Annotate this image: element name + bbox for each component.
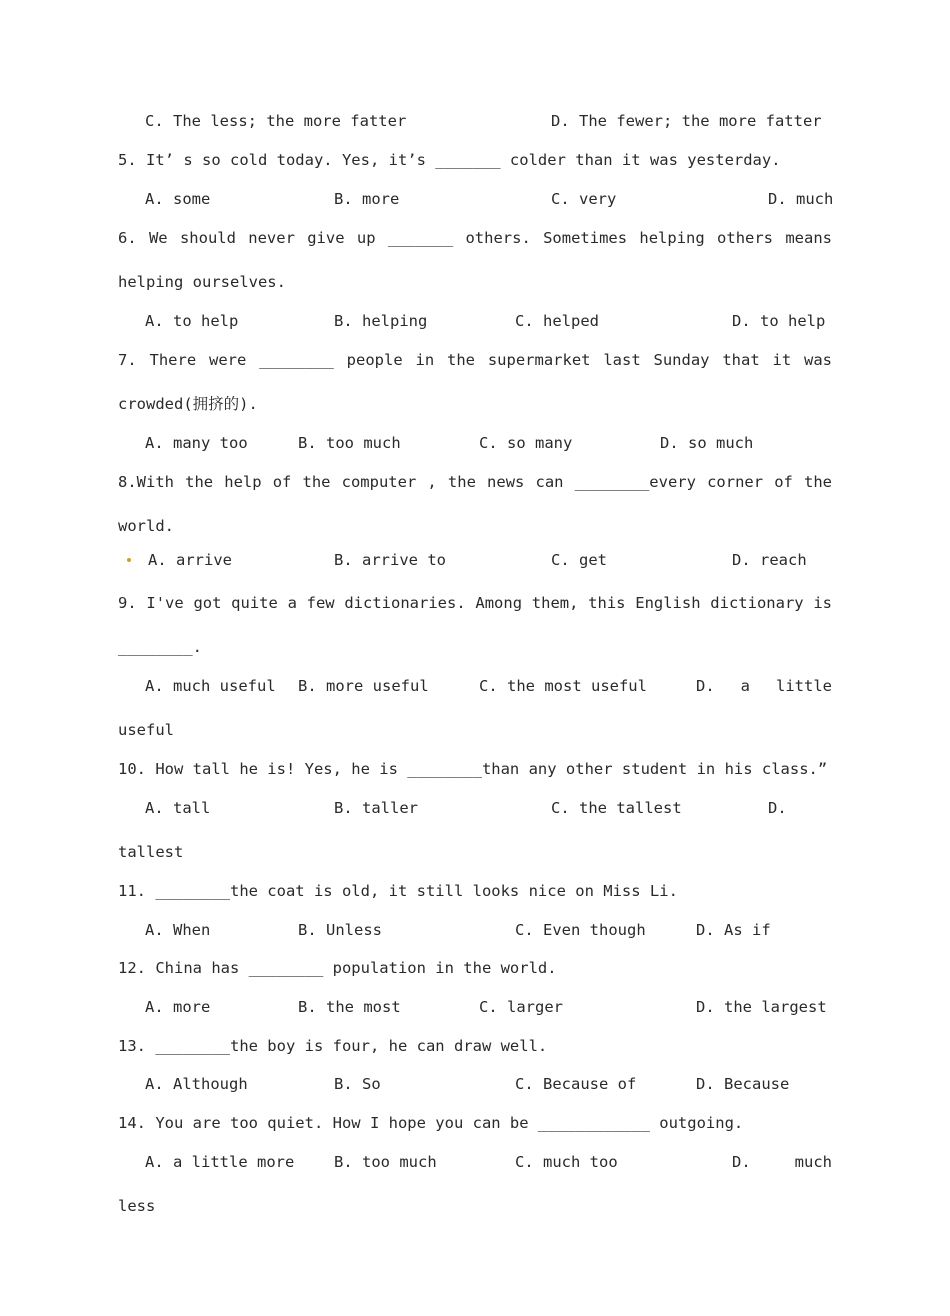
- q5-option-b: B. more: [334, 190, 400, 208]
- q13-option-d: D. Because: [696, 1075, 790, 1093]
- q14-option-c: C. much too: [515, 1153, 618, 1171]
- q9-option-d-continued: useful: [118, 721, 174, 739]
- question-6-line-1: 6. We should never give up _______ others. Sometimes helping others means: [118, 229, 832, 247]
- question-7-line-1: 7. There were ________ people in the supermarket last Sunday that it was: [118, 351, 832, 369]
- q9-option-b: B. more useful: [298, 677, 429, 695]
- q4-option-d: D. The fewer; the more fatter: [551, 112, 822, 130]
- q10-option-d: D.: [768, 799, 787, 817]
- q8-option-d: D. reach: [732, 551, 807, 569]
- question-14-text: 14. You are too quiet. How I hope you can be ____________ outgoing.: [118, 1114, 744, 1132]
- q13-option-b: B. So: [334, 1075, 381, 1093]
- q5-option-c: C. very: [551, 190, 617, 208]
- question-8-line-1: 8.With the help of the computer , the news can ________every corner of the: [118, 473, 832, 491]
- q11-option-d: D. As if: [696, 921, 771, 939]
- q9-option-c: C. the most useful: [479, 677, 647, 695]
- q8-option-a: A. arrive: [148, 551, 232, 569]
- q14-option-d: D. much: [732, 1153, 832, 1171]
- q11-option-b: B. Unless: [298, 921, 382, 939]
- q6-option-c: C. helped: [515, 312, 599, 330]
- question-7-line-2: crowded(拥挤的).: [118, 395, 258, 413]
- q6-option-d: D. to help: [732, 312, 826, 330]
- question-9-line-1: 9. I've got quite a few dictionaries. Among them, this English dictionary is: [118, 594, 832, 612]
- q10-option-a: A. tall: [145, 799, 211, 817]
- q13-option-a: A. Although: [145, 1075, 248, 1093]
- question-10-text: 10. How tall he is! Yes, he is ________than any other student in his class.”: [118, 760, 828, 778]
- q9-option-a: A. much useful: [145, 677, 276, 695]
- q5-option-d: D. much: [768, 190, 834, 208]
- q8-option-b: B. arrive to: [334, 551, 446, 569]
- q4-option-c: C. The less; the more fatter: [145, 112, 407, 130]
- q12-option-a: A. more: [145, 998, 211, 1016]
- question-12-text: 12. China has ________ population in the world.: [118, 959, 557, 977]
- q7-option-c: C. so many: [479, 434, 573, 452]
- question-11-text: 11. ________the coat is old, it still looks nice on Miss Li.: [118, 882, 678, 900]
- question-8-line-2: world.: [118, 517, 174, 535]
- q9-option-d: D. a little: [696, 677, 832, 695]
- q11-option-a: A. When: [145, 921, 211, 939]
- q5-option-a: A. some: [145, 190, 211, 208]
- question-6-line-2: helping ourselves.: [118, 273, 286, 291]
- q7-option-a: A. many too: [145, 434, 248, 452]
- q7-option-b: B. too much: [298, 434, 401, 452]
- q14-option-a: A. a little more: [145, 1153, 295, 1171]
- question-9-line-2: ________.: [118, 638, 202, 656]
- q6-option-a: A. to help: [145, 312, 239, 330]
- q11-option-c: C. Even though: [515, 921, 646, 939]
- q12-option-c: C. larger: [479, 998, 563, 1016]
- q10-option-c: C. the tallest: [551, 799, 682, 817]
- q6-option-b: B. helping: [334, 312, 428, 330]
- q8-option-c: C. get: [551, 551, 607, 569]
- question-5-text: 5. It’ s so cold today. Yes, it’s _______ colder than it was yesterday.: [118, 151, 781, 169]
- q13-option-c: C. Because of: [515, 1075, 637, 1093]
- q12-option-d: D. the largest: [696, 998, 827, 1016]
- q7-option-d: D. so much: [660, 434, 754, 452]
- q10-option-d-continued: tallest: [118, 843, 184, 861]
- question-13-text: 13. ________the boy is four, he can draw well.: [118, 1037, 548, 1055]
- q10-option-b: B. taller: [334, 799, 418, 817]
- q14-option-d-continued: less: [118, 1197, 156, 1215]
- q12-option-b: B. the most: [298, 998, 401, 1016]
- bullet-dot-icon: [127, 558, 131, 562]
- q14-option-b: B. too much: [334, 1153, 437, 1171]
